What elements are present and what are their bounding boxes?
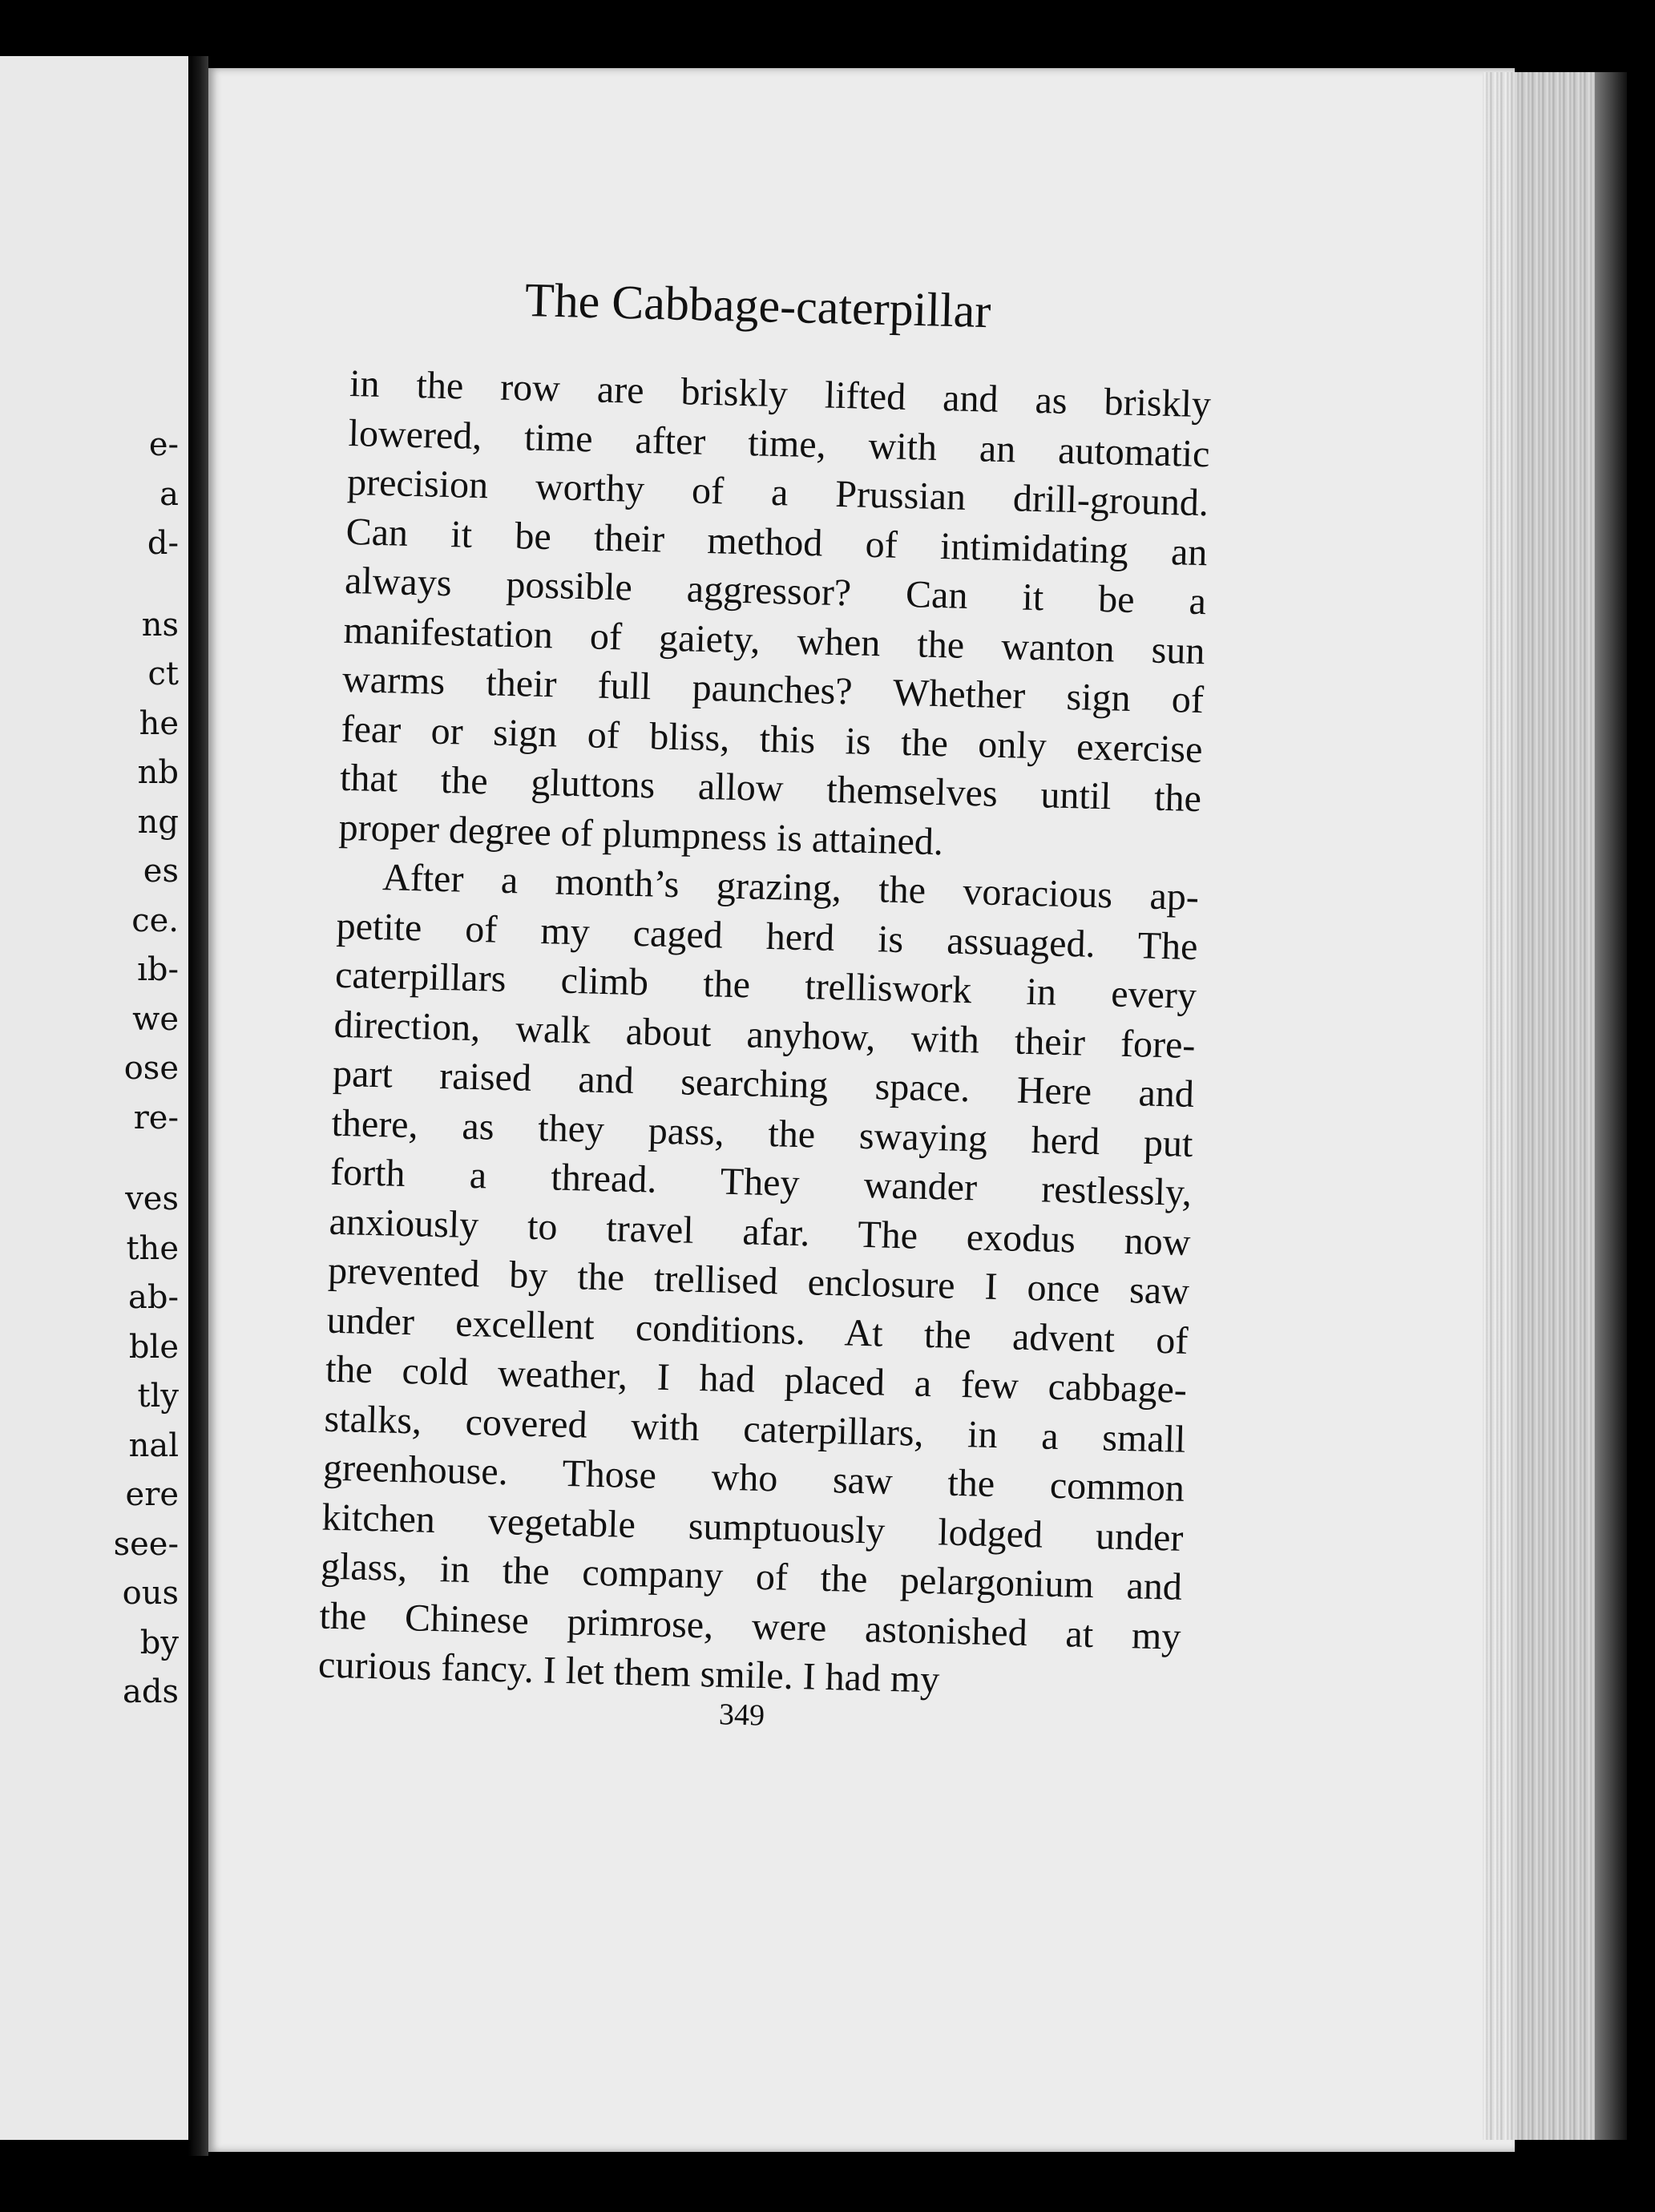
text-line: After a month’s grazing, the voracious ap- [381, 856, 1200, 919]
left-text-fragment: ble [128, 1328, 179, 1366]
left-text-fragment: we [132, 1000, 179, 1038]
left-text-fragment: ng [137, 803, 179, 841]
left-text-fragment: see- [113, 1525, 179, 1563]
left-text-fragment: es [143, 853, 179, 890]
text-line: the Chinese primrose, were astonished at my [319, 1594, 1182, 1658]
running-head: The Cabbage-caterpillar [524, 272, 992, 338]
text-line: there, as they pass, the swaying herd put [331, 1101, 1194, 1165]
book-gutter [188, 56, 208, 2156]
text-line: caterpillars climb the trelliswork in every [334, 953, 1197, 1018]
left-text-fragment: he [139, 704, 179, 742]
left-text-fragment: by [139, 1624, 179, 1661]
left-text-fragment [114, 569, 179, 601]
text-line: proper degree of plumpness is attained. [338, 805, 944, 863]
left-text-fragment: ns [141, 606, 179, 644]
text-line: the cold weather, I had placed a few cabbage- [325, 1347, 1188, 1411]
left-facing-page [0, 56, 188, 2140]
page-number: 349 [718, 1697, 765, 1733]
left-text-fragment: ads [123, 1673, 179, 1710]
left-page-text-fragments [114, 421, 179, 1718]
text-line: under excellent conditions. At the advent of [326, 1298, 1189, 1362]
text-line: kitchen vegetable sumptuously lodged under [321, 1496, 1185, 1560]
text-line: direction, walk about anyhow, with their fore- [333, 1003, 1197, 1067]
text-line: forth a thread. They wander restlessly, [329, 1150, 1193, 1214]
text-line: petite of my caged herd is assuaged. The [336, 904, 1199, 968]
body-text [317, 359, 1211, 1710]
left-text-fragment: ce. [131, 902, 179, 939]
left-text-fragment: nal [128, 1427, 179, 1464]
left-text-fragment: ose [123, 1050, 179, 1087]
text-line: part raised and searching space. Here and [332, 1052, 1195, 1116]
text-line: greenhouse. Those who saw the common [322, 1446, 1185, 1510]
text-line: lowered, time after time, with an automatic [348, 411, 1211, 475]
left-text-fragment: ct [147, 656, 179, 692]
left-text-fragment: ous [122, 1575, 179, 1612]
left-text-fragment: ab- [128, 1279, 179, 1316]
left-text-fragment: e- [148, 426, 179, 463]
left-text-fragment [114, 1143, 179, 1175]
left-text-fragment: the [126, 1229, 179, 1267]
text-line: warms their full paunches? Whether sign of [341, 657, 1205, 722]
left-text-fragment: d- [147, 525, 179, 562]
text-line: stalks, covered with caterpillars, in a small [324, 1397, 1187, 1461]
left-text-fragment: nb [137, 754, 179, 791]
left-text-fragment: a [159, 475, 179, 513]
text-line: that the gluttons allow themselves until the [339, 756, 1202, 821]
left-text-fragment: ıb- [137, 951, 179, 988]
page-edges [1483, 72, 1611, 2140]
left-text-fragment: re- [133, 1099, 179, 1136]
text-line: glass, in the company of the pelargonium and [320, 1544, 1183, 1609]
text-line: in the row are briskly lifted and as briskly [349, 361, 1212, 426]
text-line: manifestation of gaiety, when the wanton sun [343, 608, 1206, 672]
text-line: precision worthy of a Prussian drill-ground. [346, 460, 1209, 525]
text-line: Can it be their method of intimidating an [345, 510, 1209, 574]
left-text-fragment: ves [125, 1181, 179, 1217]
page-edges-shadow [1595, 72, 1627, 2140]
text-line: curious fancy. I let them smile. I had my [317, 1643, 940, 1701]
text-line: prevented by the trellised enclosure I once saw [327, 1249, 1190, 1313]
text-line: anxiously to travel afar. The exodus now [329, 1200, 1192, 1264]
left-text-fragment: ere [125, 1476, 179, 1513]
text-line: fear or sign of bliss, this is the only exercise [341, 707, 1204, 771]
left-text-fragment: tly [137, 1378, 179, 1415]
text-line: always possible aggressor? Can it be a [344, 559, 1207, 624]
